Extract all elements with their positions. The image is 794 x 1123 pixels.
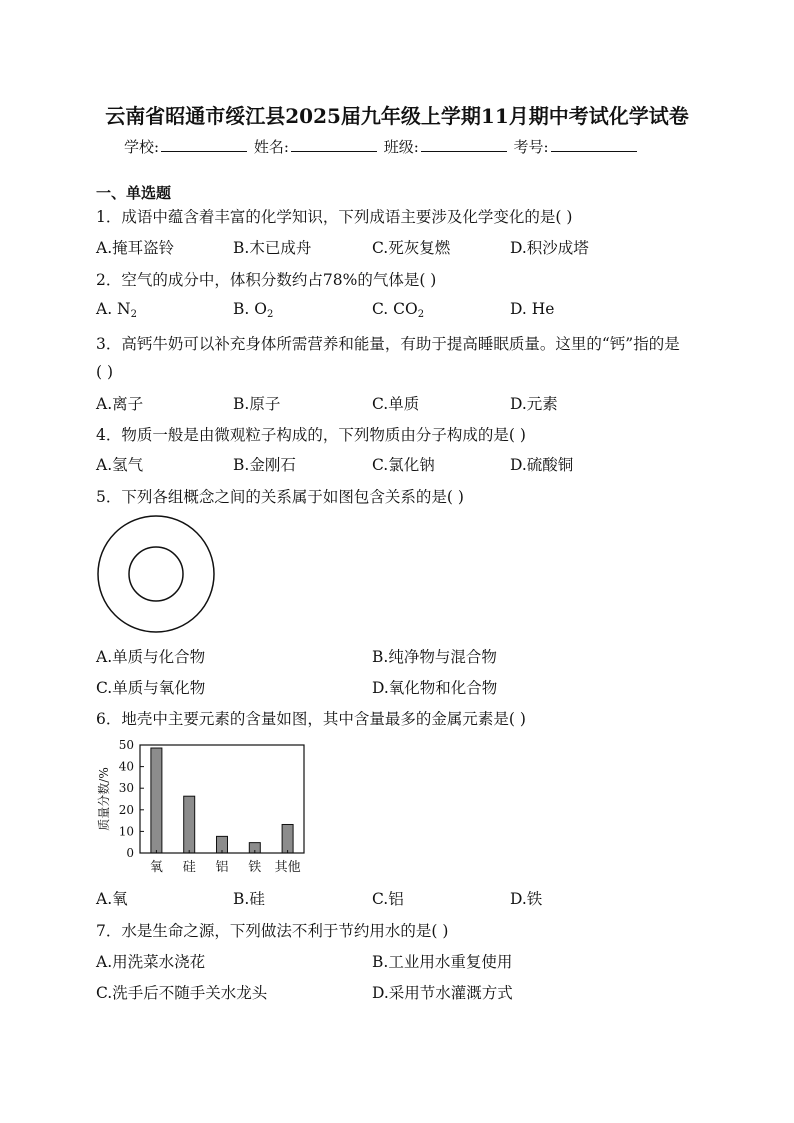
q2-option-b[interactable]	[233, 300, 273, 320]
q4-option-b[interactable]: B.金刚石	[233, 456, 296, 474]
q7-option-d[interactable]: D.采用节水灌溉方式	[372, 984, 513, 1002]
q1-option-a[interactable]: A.掩耳盗铃	[96, 239, 175, 257]
outer-circle	[98, 516, 214, 632]
q2-option-d[interactable]: D. He	[510, 300, 555, 318]
q1-option-c[interactable]: C.死灰复燃	[372, 239, 451, 257]
exam-title: 云南省昭通市绥江县2025届九年级上学期11月期中考试化学试卷	[105, 104, 689, 128]
section-heading: 一、单选题	[96, 184, 172, 202]
q6-option-b[interactable]: B.硅	[233, 890, 265, 908]
bar-5	[282, 824, 293, 853]
q6-option-c[interactable]: C.铝	[372, 890, 404, 908]
class-label: 班级:	[383, 138, 419, 156]
x-tick-label: 铝	[215, 860, 229, 873]
question-7-stem: 7．水是生命之源，下列做法不利于节约用水的是( )	[96, 922, 449, 940]
q2-option-a-text: A. N	[96, 300, 131, 318]
x-tick-label: 其他	[274, 860, 301, 873]
question-3-stem-continued: ( )	[96, 363, 114, 381]
q2-option-a-subscript: 2	[130, 309, 137, 320]
bar-1	[151, 748, 162, 853]
bar-2	[184, 796, 195, 853]
q4-option-c[interactable]: C.氯化钠	[372, 456, 435, 474]
class-blank[interactable]	[421, 137, 507, 152]
q5-option-a[interactable]: A.单质与化合物	[96, 648, 206, 666]
y-tick-label: 0	[126, 846, 134, 860]
student-info-row	[124, 136, 639, 157]
inner-circle	[129, 547, 183, 601]
q6-option-a[interactable]: A.氧	[96, 890, 128, 908]
exam-number-blank[interactable]	[551, 137, 637, 152]
y-tick-label: 50	[118, 738, 134, 752]
concentric-circles-diagram	[94, 514, 218, 634]
question-1-stem: 1．成语中蕴含着丰富的化学知识，下列成语主要涉及化学变化的是( )	[96, 208, 573, 226]
question-6-stem: 6．地壳中主要元素的含量如图，其中含量最多的金属元素是( )	[96, 710, 526, 728]
q2-option-c[interactable]	[372, 300, 424, 320]
y-tick-label: 10	[118, 824, 134, 839]
q7-option-a[interactable]: A.用洗菜水浇花	[96, 953, 206, 971]
x-tick-label: 硅	[182, 860, 196, 873]
y-tick-label: 30	[118, 781, 134, 796]
q1-option-d[interactable]: D.积沙成塔	[510, 239, 589, 257]
y-tick-label: 40	[118, 759, 134, 774]
q3-option-a[interactable]: A.离子	[96, 395, 144, 413]
q7-option-c[interactable]: C.洗手后不随手关水龙头	[96, 984, 268, 1002]
school-blank[interactable]	[161, 137, 247, 152]
q3-option-c[interactable]: C.单质	[372, 395, 420, 413]
q4-option-a[interactable]: A.氢气	[96, 456, 144, 474]
name-label: 姓名:	[253, 138, 289, 156]
q3-option-d[interactable]: D.元素	[510, 395, 558, 413]
crust-element-bar-chart	[90, 733, 310, 873]
question-2-stem: 2．空气的成分中，体积分数约占78%的气体是( )	[96, 271, 437, 289]
question-3-stem: 3．高钙牛奶可以补充身体所需营养和能量，有助于提高睡眠质量。这里的“钙”指的是	[96, 335, 680, 353]
q5-option-c[interactable]: C.单质与氧化物	[96, 679, 206, 697]
exam-number-label: 考号:	[513, 138, 549, 156]
y-tick-label: 20	[118, 802, 134, 817]
question-4-stem: 4．物质一般是由微观粒子构成的，下列物质由分子构成的是( )	[96, 426, 526, 444]
q4-option-d[interactable]: D.硫酸铜	[510, 456, 574, 474]
q2-option-a[interactable]	[96, 300, 137, 320]
q2-option-b-subscript: 2	[266, 309, 274, 320]
q2-option-c-subscript: 2	[417, 309, 425, 320]
question-5-stem: 5．下列各组概念之间的关系属于如图包含关系的是( )	[96, 488, 464, 506]
school-label: 学校:	[124, 138, 160, 156]
y-axis-label: 质量分数/%	[97, 767, 111, 831]
x-tick-label: 铁	[248, 860, 262, 873]
q6-option-d[interactable]: D.铁	[510, 890, 543, 908]
q2-option-c-text: C. CO	[372, 300, 418, 318]
q5-option-d[interactable]: D.氧化物和化合物	[372, 679, 498, 697]
q3-option-b[interactable]: B.原子	[233, 395, 281, 413]
q1-option-b[interactable]: B.木已成舟	[233, 239, 312, 257]
x-tick-label: 氧	[149, 860, 163, 873]
name-blank[interactable]	[291, 137, 377, 152]
q5-option-b[interactable]: B.纯净物与混合物	[372, 648, 497, 666]
q2-option-b-text: B. O	[233, 300, 267, 318]
q7-option-b[interactable]: B.工业用水重复使用	[372, 953, 513, 971]
